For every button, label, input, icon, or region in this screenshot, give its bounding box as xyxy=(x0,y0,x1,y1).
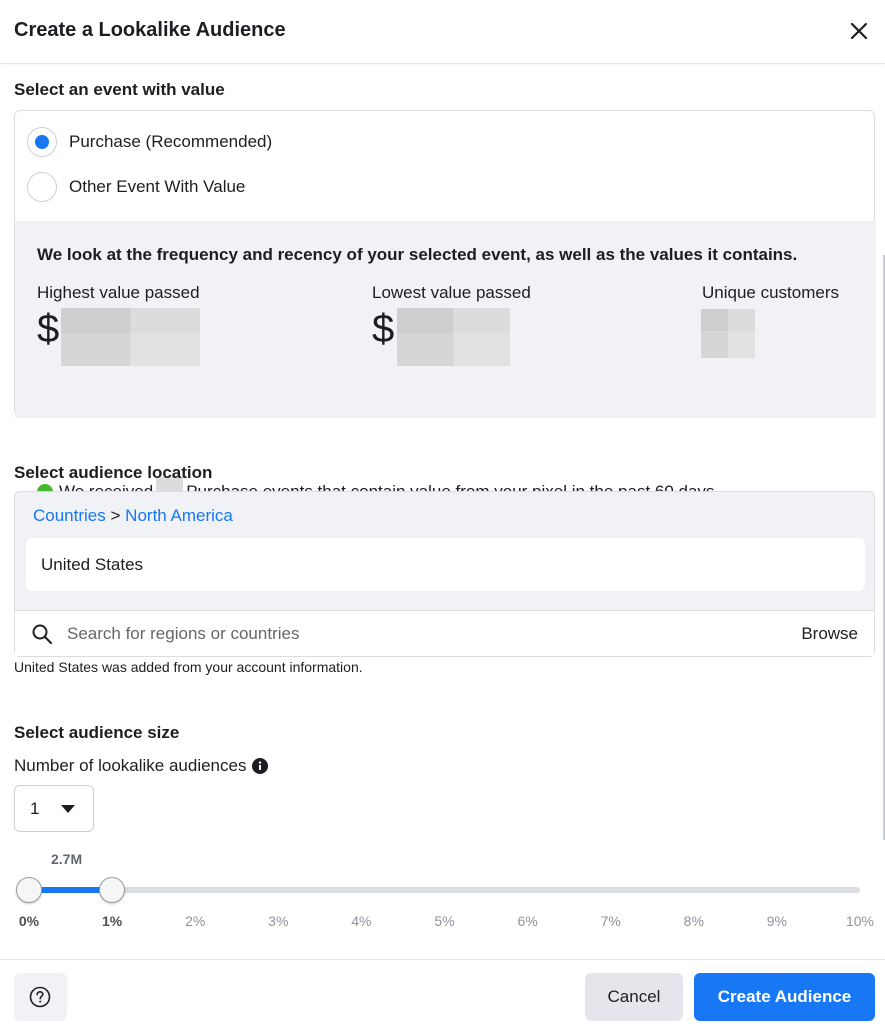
radio-option-other-event[interactable] xyxy=(27,172,245,202)
lookalike-count-label xyxy=(14,756,268,776)
breadcrumb-north-america-link[interactable]: North America xyxy=(125,506,233,525)
location-selector xyxy=(14,491,875,657)
lowest-value-label: Lowest value passed xyxy=(372,283,531,302)
selected-location-chip[interactable] xyxy=(26,538,865,591)
selected-location-label: United States xyxy=(41,555,144,574)
dialog-title: Create a Lookalike Audience xyxy=(14,19,286,41)
redacted-unique-customers xyxy=(701,331,755,358)
highest-value-currency: $ xyxy=(37,307,60,351)
location-search-row xyxy=(15,610,874,656)
dialog-footer xyxy=(0,959,885,1024)
slider-end-handle[interactable] xyxy=(99,877,125,903)
event-info-panel xyxy=(15,221,876,418)
redacted-lowest-value xyxy=(397,308,510,333)
radio-button[interactable] xyxy=(27,172,57,202)
slider-tick-label: 3% xyxy=(268,913,289,929)
slider-tick-label: 6% xyxy=(517,913,538,929)
browse-button[interactable]: Browse xyxy=(801,624,858,643)
radio-option-purchase[interactable] xyxy=(27,127,272,157)
cancel-button[interactable]: Cancel xyxy=(585,973,683,1021)
lowest-value-currency: $ xyxy=(372,307,395,351)
event-info-title: We look at the frequency and recency of your selected event, as well as the values it contains. xyxy=(37,245,798,264)
slider-tick-label: 9% xyxy=(766,913,788,929)
slider-tick-label: 5% xyxy=(434,913,455,929)
close-icon xyxy=(846,18,872,44)
size-section-title: Select audience size xyxy=(14,723,180,742)
redacted-unique-customers xyxy=(701,309,755,331)
slider-tick-label: 0% xyxy=(18,913,40,929)
slider-tick-label: 1% xyxy=(101,913,123,929)
help-button[interactable] xyxy=(14,973,67,1021)
redacted-lowest-value xyxy=(397,333,510,366)
redacted-highest-value xyxy=(61,333,200,366)
search-icon xyxy=(31,623,53,645)
lookalike-count-text: Number of lookalike audiences xyxy=(14,756,247,775)
radio-label: Other Event With Value xyxy=(69,177,246,196)
radio-label: Purchase (Recommended) xyxy=(69,132,273,151)
audience-size-slider-track[interactable] xyxy=(29,887,860,893)
help-icon xyxy=(29,986,51,1008)
event-section-title: Select an event with value xyxy=(14,80,225,99)
caret-down-icon xyxy=(61,805,75,814)
create-audience-button[interactable]: Create Audience xyxy=(694,973,875,1021)
estimated-audience-size: 2.7M xyxy=(51,851,83,867)
slider-tick-label: 2% xyxy=(185,913,206,929)
unique-customers-label: Unique customers xyxy=(702,283,840,302)
breadcrumb-countries-link[interactable]: Countries xyxy=(33,506,106,525)
radio-button-checked[interactable] xyxy=(27,127,57,157)
location-note: United States was added from your account information. xyxy=(14,659,363,675)
slider-tick-label: 7% xyxy=(600,913,621,929)
slider-tick-label: 4% xyxy=(351,913,372,929)
close-button[interactable] xyxy=(846,18,872,44)
redacted-highest-value xyxy=(61,308,200,333)
dropdown-value: 1 xyxy=(30,799,40,818)
location-search-input[interactable] xyxy=(67,617,767,651)
highest-value-label: Highest value passed xyxy=(37,283,200,302)
slider-start-handle[interactable] xyxy=(16,877,42,903)
location-section-title: Select audience location xyxy=(14,463,213,482)
breadcrumb-separator: > xyxy=(110,506,121,525)
event-selector xyxy=(14,110,875,417)
dialog-header xyxy=(0,0,885,64)
location-breadcrumb xyxy=(33,506,233,526)
slider-tick-label: 10% xyxy=(845,913,875,929)
slider-tick-label: 8% xyxy=(683,913,704,929)
lookalike-count-dropdown[interactable] xyxy=(14,785,94,832)
info-icon[interactable] xyxy=(252,758,268,774)
